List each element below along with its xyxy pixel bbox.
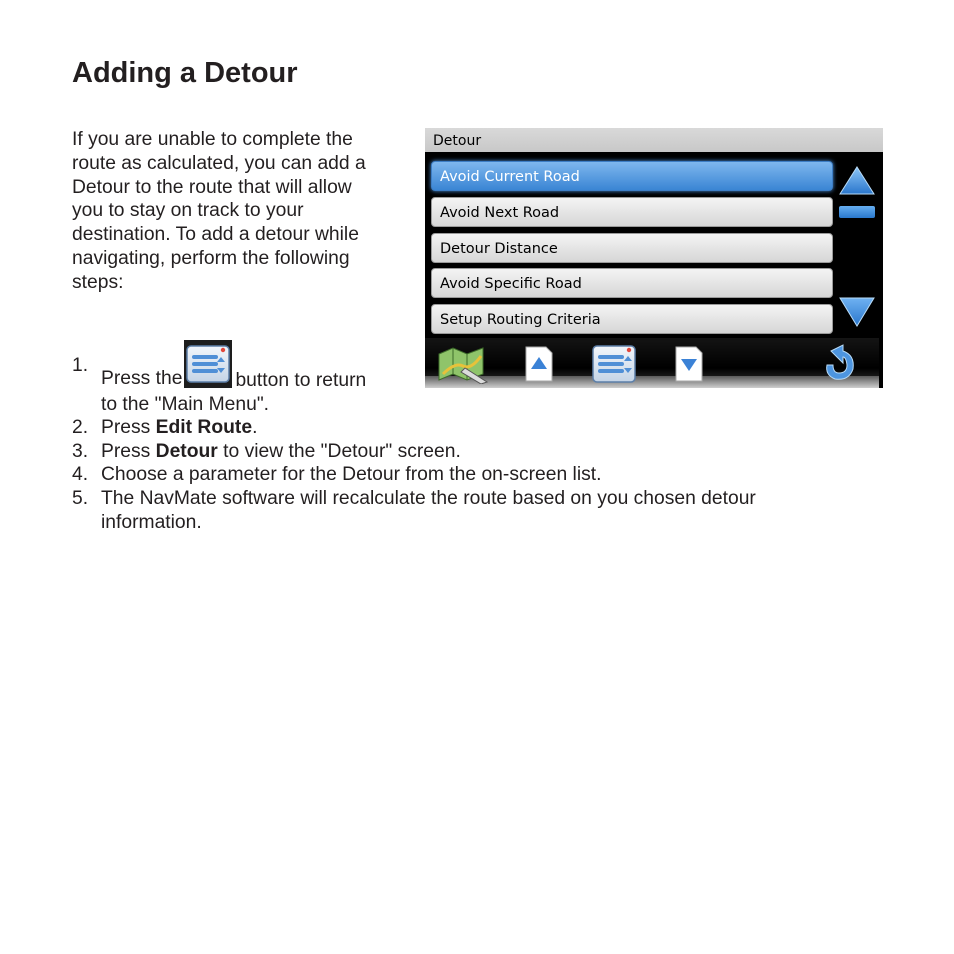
menu-icon[interactable] (591, 344, 637, 384)
step-item (72, 440, 852, 464)
step-text: Choose a parameter for the Detour from the on-screen list. (101, 464, 602, 486)
step-number: 4. (72, 464, 89, 486)
step-bold: Edit Route (155, 417, 253, 439)
step-text: to view the "Detour" screen. (217, 440, 461, 462)
step-number: 2. (72, 417, 89, 439)
intro-line: route as calculated, you can add a (72, 152, 366, 174)
step-text: Press (101, 440, 156, 462)
step-text: information. (101, 511, 202, 533)
screen-title: Detour (425, 128, 883, 152)
toolbar-edge (425, 376, 879, 388)
detour-option-avoid-specific-road[interactable]: Avoid Specific Road (431, 268, 833, 298)
step-item (72, 416, 852, 440)
page-down-icon[interactable] (674, 345, 704, 383)
intro-line: navigating, perform the following (72, 247, 350, 269)
page-up-icon[interactable] (524, 345, 554, 383)
back-icon[interactable] (821, 343, 857, 383)
intro-line: steps: (72, 271, 124, 293)
step-number: 5. (72, 487, 89, 509)
menu-icon (184, 340, 232, 388)
detour-option-setup-routing-criteria[interactable]: Setup Routing Criteria (431, 304, 833, 334)
intro-line: you to stay on track to your (72, 200, 304, 222)
step-item (72, 463, 852, 487)
step-text: . (252, 417, 258, 439)
scroll-up-icon[interactable] (839, 166, 875, 196)
detour-option-avoid-current-road[interactable]: Avoid Current Road (431, 161, 833, 191)
step-text: to the "Main Menu". (101, 393, 270, 415)
detour-screen (425, 128, 883, 388)
page-title: Adding a Detour (72, 57, 298, 89)
intro-paragraph (72, 128, 412, 295)
intro-line: Detour to the route that will allow (72, 176, 352, 198)
scroll-down-icon[interactable] (839, 296, 875, 328)
intro-line: If you are unable to complete the (72, 129, 353, 150)
step-number: 1. (72, 355, 89, 376)
detour-option-avoid-next-road[interactable]: Avoid Next Road (431, 197, 833, 227)
step-item (72, 487, 852, 534)
step-text: Press the (101, 368, 183, 389)
step-text: Press (101, 417, 156, 439)
detour-option-detour-distance[interactable]: Detour Distance (431, 233, 833, 263)
step-number: 3. (72, 440, 89, 462)
step-text: button to return (235, 370, 367, 391)
intro-line: destination. To add a detour while (72, 224, 359, 246)
map-icon[interactable] (437, 344, 489, 384)
step-bold: Detour (155, 440, 218, 462)
step-text: The NavMate software will recalculate the route based on you chosen detour (101, 487, 756, 509)
scroll-thumb[interactable] (839, 206, 875, 218)
